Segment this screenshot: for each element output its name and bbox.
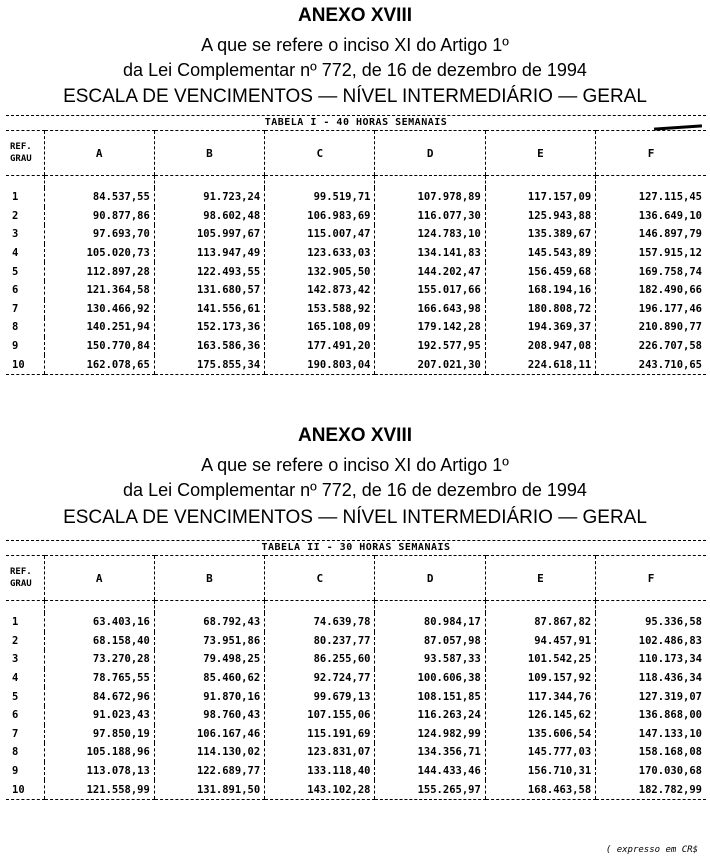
salary-cell: 78.765,55 xyxy=(44,669,154,688)
ref-grade-header: REF. GRAU xyxy=(6,131,44,176)
salary-cell: 106.983,69 xyxy=(265,207,375,226)
salary-cell: 118.436,34 xyxy=(596,669,706,688)
salary-cell: 117.157,09 xyxy=(485,188,595,207)
salary-cell: 117.344,76 xyxy=(485,687,595,706)
table-row xyxy=(6,762,706,781)
salary-cell: 156.710,31 xyxy=(485,762,595,781)
salary-cell: 135.606,54 xyxy=(485,725,595,744)
grade-cell: 7 xyxy=(12,727,19,740)
column-header: A xyxy=(44,131,154,176)
grade-cell: 5 xyxy=(12,265,19,278)
salary-cell: 153.588,92 xyxy=(265,300,375,319)
grade-cell: 2 xyxy=(12,209,19,222)
currency-footnote: ( expresso em CR$ xyxy=(605,845,698,855)
salary-cell: 125.943,88 xyxy=(485,207,595,226)
table-caption: TABELA II - 30 HORAS SEMANAIS xyxy=(6,540,706,555)
salary-cell: 68.792,43 xyxy=(154,613,264,632)
table-row xyxy=(6,318,706,337)
grade-cell: 10 xyxy=(6,780,44,799)
salary-cell: 207.021,30 xyxy=(375,355,485,374)
salary-cell: 115.007,47 xyxy=(265,225,375,244)
grade-cell: 10 xyxy=(6,355,44,374)
salary-cell: 85.460,62 xyxy=(154,669,264,688)
salary-cell: 109.157,92 xyxy=(485,669,595,688)
salary-cell: 130.466,92 xyxy=(44,300,154,319)
column-header: F xyxy=(596,556,706,601)
salary-cell: 152.173,36 xyxy=(154,318,264,337)
salary-scale-title-2: ESCALA DE VENCIMENTOS — NÍVEL INTERMEDIÁRIO — GERAL xyxy=(63,507,647,528)
salary-cell: 126.145,62 xyxy=(485,706,595,725)
table-row xyxy=(6,780,706,799)
salary-cell: 134.141,83 xyxy=(375,244,485,263)
column-header: C xyxy=(265,556,375,601)
grade-cell: 6 xyxy=(12,709,19,722)
spacer-row xyxy=(6,176,706,189)
salary-cell: 190.803,04 xyxy=(265,355,375,374)
salary-scale-title-1: ESCALA DE VENCIMENTOS — NÍVEL INTERMEDIÁRIO — GERAL xyxy=(63,86,647,107)
salary-cell: 169.758,74 xyxy=(596,262,706,281)
salary-cell: 80.237,77 xyxy=(265,632,375,651)
column-header: A xyxy=(44,556,154,601)
salary-cell: 107.155,06 xyxy=(265,706,375,725)
salary-cell: 122.493,55 xyxy=(154,262,264,281)
salary-cell: 143.102,28 xyxy=(265,780,375,799)
table-row xyxy=(6,300,706,319)
grade-cell: 9 xyxy=(12,340,19,353)
table-row xyxy=(6,669,706,688)
salary-cell: 105.020,73 xyxy=(44,244,154,263)
column-header: D xyxy=(375,556,485,601)
table-row xyxy=(6,337,706,356)
table-row xyxy=(6,725,706,744)
salary-cell: 141.556,61 xyxy=(154,300,264,319)
salary-cell: 91.870,16 xyxy=(154,687,264,706)
salary-cell: 123.831,07 xyxy=(265,743,375,762)
grade-cell: 7 xyxy=(12,302,19,315)
salary-cell: 123.633,03 xyxy=(265,244,375,263)
salary-cell: 121.364,58 xyxy=(44,281,154,300)
table-row xyxy=(6,743,706,762)
salary-cell: 134.356,71 xyxy=(375,743,485,762)
annex-reference-line-2: A que se refere o inciso XI do Artigo 1º xyxy=(201,455,509,475)
salary-cell: 94.457,91 xyxy=(485,632,595,651)
salary-cell: 121.558,99 xyxy=(44,780,154,799)
salary-cell: 170.030,68 xyxy=(596,762,706,781)
column-header: E xyxy=(485,131,595,176)
salary-table-1 xyxy=(6,115,706,375)
salary-cell: 165.108,09 xyxy=(265,318,375,337)
column-header: E xyxy=(485,556,595,601)
salary-cell: 124.783,10 xyxy=(375,225,485,244)
grade-cell: 4 xyxy=(12,672,19,685)
salary-cell: 196.177,46 xyxy=(596,300,706,319)
salary-grid xyxy=(6,130,706,375)
grade-cell: 2 xyxy=(12,634,19,647)
salary-cell: 175.855,34 xyxy=(154,355,264,374)
grade-cell: 9 xyxy=(12,765,19,778)
salary-cell: 132.905,50 xyxy=(265,262,375,281)
salary-cell: 136.649,10 xyxy=(596,207,706,226)
column-header: B xyxy=(154,556,264,601)
salary-cell: 91.723,24 xyxy=(154,188,264,207)
salary-cell: 91.023,43 xyxy=(44,706,154,725)
salary-cell: 90.877,86 xyxy=(44,207,154,226)
salary-cell: 80.984,17 xyxy=(375,613,485,632)
grade-cell: 5 xyxy=(12,690,19,703)
annex-title-2: ANEXO XVIII xyxy=(297,425,413,446)
salary-grid xyxy=(6,555,706,800)
salary-cell: 131.680,57 xyxy=(154,281,264,300)
salary-cell: 144.433,46 xyxy=(375,762,485,781)
salary-cell: 163.586,36 xyxy=(154,337,264,356)
salary-cell: 116.077,30 xyxy=(375,207,485,226)
table-body xyxy=(6,601,706,800)
salary-cell: 105.997,67 xyxy=(154,225,264,244)
table-row xyxy=(6,207,706,226)
salary-cell: 224.618,11 xyxy=(485,355,595,374)
salary-cell: 116.263,24 xyxy=(375,706,485,725)
salary-cell: 110.173,34 xyxy=(596,650,706,669)
table-row xyxy=(6,244,706,263)
salary-cell: 74.639,78 xyxy=(265,613,375,632)
salary-cell: 99.679,13 xyxy=(265,687,375,706)
salary-cell: 63.403,16 xyxy=(44,613,154,632)
grade-cell: 3 xyxy=(12,228,19,241)
salary-cell: 84.537,55 xyxy=(44,188,154,207)
salary-cell: 131.891,50 xyxy=(154,780,264,799)
column-header: C xyxy=(265,131,375,176)
salary-cell: 179.142,28 xyxy=(375,318,485,337)
salary-cell: 140.251,94 xyxy=(44,318,154,337)
column-header: F xyxy=(596,131,706,176)
salary-cell: 182.782,99 xyxy=(596,780,706,799)
salary-cell: 106.167,46 xyxy=(154,725,264,744)
salary-cell: 100.606,38 xyxy=(375,669,485,688)
salary-cell: 87.057,98 xyxy=(375,632,485,651)
grade-cell: 3 xyxy=(12,653,19,666)
table-row xyxy=(6,687,706,706)
grade-cell: 4 xyxy=(12,247,19,260)
salary-cell: 113.078,13 xyxy=(44,762,154,781)
salary-cell: 194.369,37 xyxy=(485,318,595,337)
salary-cell: 73.270,28 xyxy=(44,650,154,669)
salary-cell: 150.770,84 xyxy=(44,337,154,356)
salary-cell: 79.498,25 xyxy=(154,650,264,669)
grade-cell: 8 xyxy=(12,746,19,759)
salary-cell: 95.336,58 xyxy=(596,613,706,632)
column-header: D xyxy=(375,131,485,176)
salary-cell: 146.897,79 xyxy=(596,225,706,244)
annex-law-line-2: da Lei Complementar nº 772, de 16 de dezembro de 1994 xyxy=(123,480,587,500)
salary-cell: 97.693,70 xyxy=(44,225,154,244)
salary-cell: 180.808,72 xyxy=(485,300,595,319)
annex-law-line-1: da Lei Complementar nº 772, de 16 de dezembro de 1994 xyxy=(123,60,587,80)
salary-cell: 92.724,77 xyxy=(265,669,375,688)
salary-cell: 105.188,96 xyxy=(44,743,154,762)
annex-reference-line-1: A que se refere o inciso XI do Artigo 1º xyxy=(201,35,509,55)
salary-cell: 102.486,83 xyxy=(596,632,706,651)
salary-cell: 127.115,45 xyxy=(596,188,706,207)
salary-cell: 87.867,82 xyxy=(485,613,595,632)
table-row xyxy=(6,613,706,632)
salary-cell: 182.490,66 xyxy=(596,281,706,300)
salary-cell: 107.978,89 xyxy=(375,188,485,207)
annex-title-1: ANEXO XVIII xyxy=(297,5,413,26)
ref-grade-header: REF. GRAU xyxy=(6,556,44,601)
salary-cell: 68.158,40 xyxy=(44,632,154,651)
table-row xyxy=(6,188,706,207)
salary-cell: 84.672,96 xyxy=(44,687,154,706)
salary-cell: 226.707,58 xyxy=(596,337,706,356)
salary-cell: 192.577,95 xyxy=(375,337,485,356)
grade-cell: 8 xyxy=(12,321,19,334)
salary-cell: 210.890,77 xyxy=(596,318,706,337)
salary-cell: 142.873,42 xyxy=(265,281,375,300)
salary-cell: 108.151,85 xyxy=(375,687,485,706)
salary-cell: 86.255,60 xyxy=(265,650,375,669)
salary-cell: 208.947,08 xyxy=(485,337,595,356)
salary-cell: 115.191,69 xyxy=(265,725,375,744)
salary-cell: 135.389,67 xyxy=(485,225,595,244)
table-row xyxy=(6,650,706,669)
table-row xyxy=(6,706,706,725)
table-body xyxy=(6,176,706,375)
salary-cell: 101.542,25 xyxy=(485,650,595,669)
table-row xyxy=(6,262,706,281)
salary-cell: 168.194,16 xyxy=(485,281,595,300)
grade-cell: 1 xyxy=(12,616,19,629)
salary-cell: 155.017,66 xyxy=(375,281,485,300)
salary-cell: 156.459,68 xyxy=(485,262,595,281)
salary-cell: 157.915,12 xyxy=(596,244,706,263)
salary-cell: 147.133,10 xyxy=(596,725,706,744)
salary-cell: 155.265,97 xyxy=(375,780,485,799)
salary-cell: 73.951,86 xyxy=(154,632,264,651)
salary-cell: 98.760,43 xyxy=(154,706,264,725)
salary-cell: 177.491,20 xyxy=(265,337,375,356)
header-row xyxy=(6,131,706,176)
salary-cell: 133.118,40 xyxy=(265,762,375,781)
salary-table-2 xyxy=(6,540,706,800)
salary-cell: 97.850,19 xyxy=(44,725,154,744)
grade-cell: 6 xyxy=(12,284,19,297)
salary-cell: 136.868,00 xyxy=(596,706,706,725)
salary-cell: 113.947,49 xyxy=(154,244,264,263)
header-row xyxy=(6,556,706,601)
table-row xyxy=(6,281,706,300)
salary-cell: 144.202,47 xyxy=(375,262,485,281)
salary-cell: 98.602,48 xyxy=(154,207,264,226)
salary-cell: 122.689,77 xyxy=(154,762,264,781)
salary-cell: 127.319,07 xyxy=(596,687,706,706)
salary-cell: 162.078,65 xyxy=(44,355,154,374)
salary-cell: 99.519,71 xyxy=(265,188,375,207)
table-row xyxy=(6,632,706,651)
grade-cell: 1 xyxy=(12,191,19,204)
spacer-row xyxy=(6,601,706,614)
table-row xyxy=(6,355,706,374)
salary-cell: 158.168,08 xyxy=(596,743,706,762)
salary-cell: 112.897,28 xyxy=(44,262,154,281)
salary-cell: 145.543,89 xyxy=(485,244,595,263)
salary-cell: 114.130,02 xyxy=(154,743,264,762)
table-row xyxy=(6,225,706,244)
salary-cell: 145.777,03 xyxy=(485,743,595,762)
salary-cell: 166.643,98 xyxy=(375,300,485,319)
column-header: B xyxy=(154,131,264,176)
salary-cell: 93.587,33 xyxy=(375,650,485,669)
salary-cell: 243.710,65 xyxy=(596,355,706,374)
table-caption: TABELA I - 40 HORAS SEMANAIS xyxy=(6,115,706,130)
salary-cell: 124.982,99 xyxy=(375,725,485,744)
salary-cell: 168.463,58 xyxy=(485,780,595,799)
